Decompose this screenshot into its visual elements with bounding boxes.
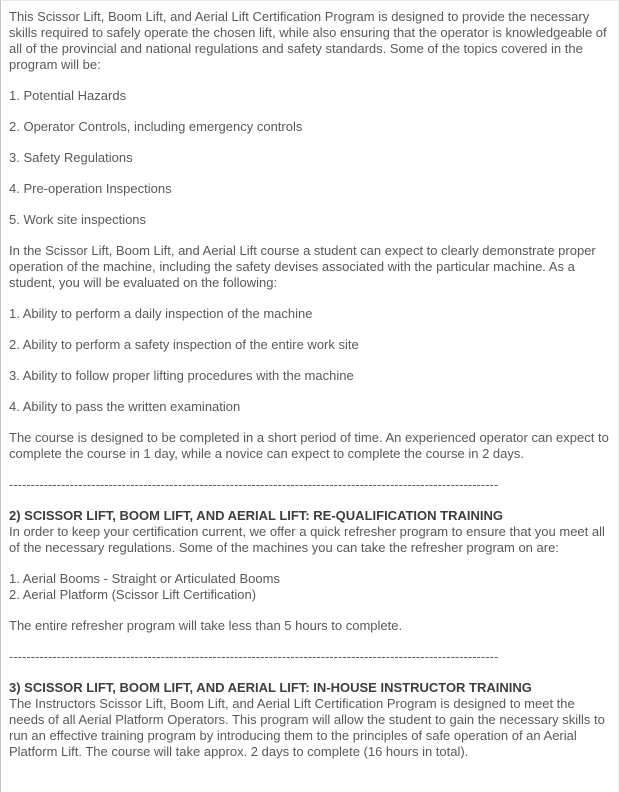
section3-heading: 3) SCISSOR LIFT, BOOM LIFT, AND AERIAL LIFT: IN-HOUSE INSTRUCTOR TRAINING bbox=[9, 680, 532, 695]
section2-heading: 2) SCISSOR LIFT, BOOM LIFT, AND AERIAL LIFT: RE-QUALIFICATION TRAINING bbox=[9, 508, 503, 523]
topic-item-5: 5. Work site inspections bbox=[9, 212, 147, 227]
evaluation-item-3: 3. Ability to follow proper lifting procedures with the machine bbox=[9, 368, 354, 383]
evaluation-intro-paragraph: In the Scissor Lift, Boom Lift, and Aerial Lift course a student can expect to clearly demonstrate proper operation of the machine, including the safety devises associated with the particular machine. As a student, you will be evaluated on the following: bbox=[9, 243, 596, 290]
evaluation-item-4: 4. Ability to pass the written examination bbox=[9, 399, 241, 414]
topic-item-1: 1. Potential Hazards bbox=[9, 88, 127, 103]
topic-item-4: 4. Pre-operation Inspections bbox=[9, 181, 172, 196]
duration-paragraph: The course is designed to be completed in a short period of time. An experienced operator can expect to complete the course in 1 day, while a novice can expect to complete the course in 2 days. bbox=[9, 430, 609, 461]
refresher-note-paragraph: The entire refresher program will take less than 5 hours to complete. bbox=[9, 618, 403, 633]
machine-item-2: 2. Aerial Platform (Scissor Lift Certification) bbox=[9, 587, 257, 602]
section-divider-1: ----------------------------------------------------------------------------------------------------------------- bbox=[9, 477, 499, 492]
intro-paragraph: This Scissor Lift, Boom Lift, and Aerial Lift Certification Program is designed to provide the necessary skills required to safely operate the chosen lift, while also ensuring that the operator is knowledgeable of all of the provincial and national regulations and safety standards. Some of the topics covered in the program will be: bbox=[9, 9, 607, 72]
section2-body: In order to keep your certification current, we offer a quick refresher program to ensure that you meet all of the necessary regulations. Some of the machines you can take the refresher program on are: bbox=[9, 524, 605, 555]
evaluation-item-1: 1. Ability to perform a daily inspection of the machine bbox=[9, 306, 313, 321]
topic-item-3: 3. Safety Regulations bbox=[9, 150, 133, 165]
section3-body: The Instructors Scissor Lift, Boom Lift, and Aerial Lift Certification Program is designed to meet the needs of all Aerial Platform Operators. This program will allow the student to gain the necessary skills to run an effective training program by introducing them to the principles of safe operation of an Aerial Platform Lift. The course will take approx. 2 days to complete (16 hours in total). bbox=[9, 696, 605, 759]
evaluation-item-2: 2. Ability to perform a safety inspection of the entire work site bbox=[9, 337, 359, 352]
section2-block bbox=[9, 508, 610, 556]
topic-item-2: 2. Operator Controls, including emergency controls bbox=[9, 119, 303, 134]
section3-block bbox=[9, 680, 610, 760]
section2-machines-list bbox=[9, 571, 610, 603]
section-divider-2: ----------------------------------------------------------------------------------------------------------------- bbox=[9, 649, 499, 664]
machine-item-1: 1. Aerial Booms - Straight or Articulated Booms bbox=[9, 571, 280, 586]
